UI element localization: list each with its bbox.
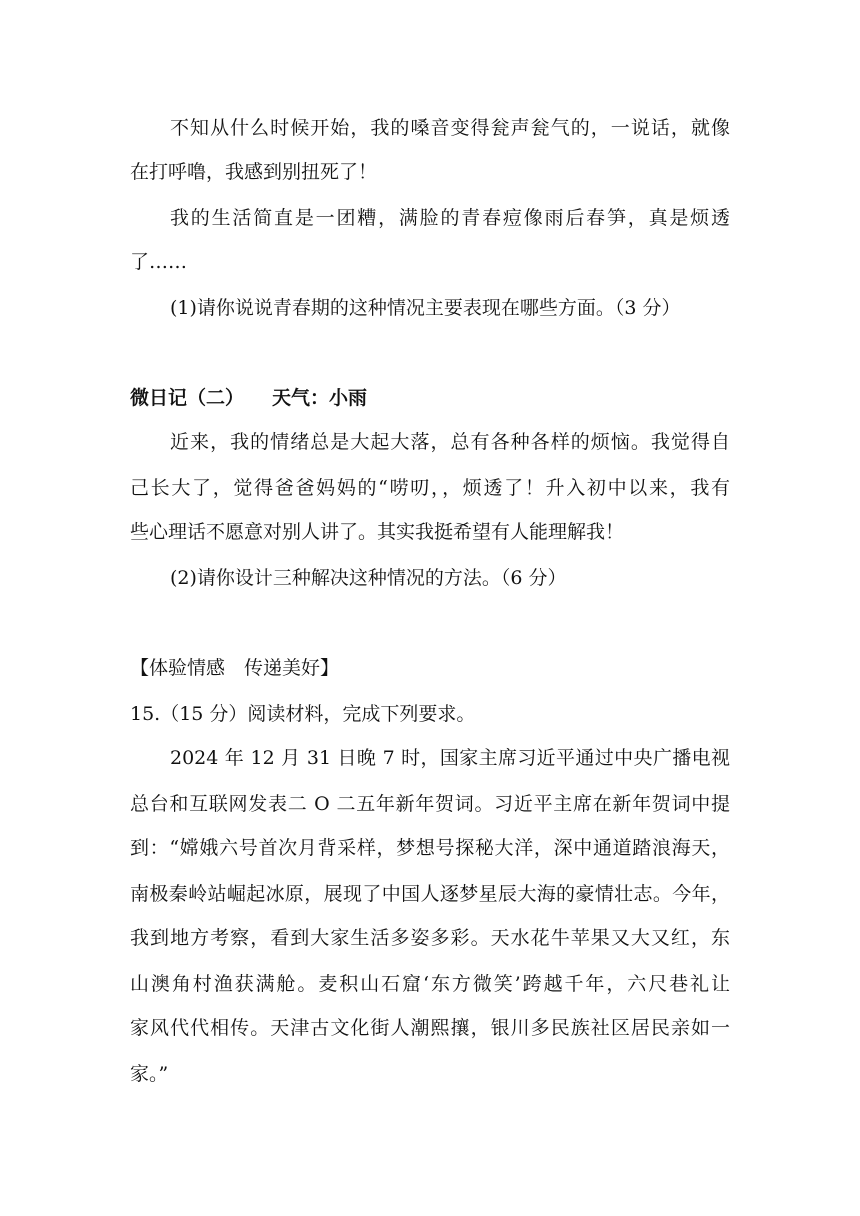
- material-line-5: 我到地方考察，看到大家生活多姿多彩。天水花牛苹果又大又红，东: [130, 927, 730, 949]
- material-line-8: 家。”: [130, 1063, 169, 1085]
- diary2-title: 微日记（二）: [130, 387, 245, 409]
- question-15: 15.（15 分）阅读材料，完成下列要求。: [130, 703, 476, 725]
- diary2-para-line3: 些心理话不愿意对别人讲了。其实我挺希望有人能理解我！: [130, 521, 625, 543]
- material-line-4: 南极秦岭站崛起冰原，展现了中国人逐梦星辰大海的豪情壮志。今年，: [130, 883, 730, 905]
- diary2-weather: 天气：小雨: [272, 387, 368, 409]
- material-line-7: 家风代代相传。天津古文化街人潮熙攘，银川多民族社区居民亲如一: [130, 1017, 730, 1039]
- material-line-1: 2024 年 12 月 31 日晚 7 时，国家主席习近平通过中央广播电视: [170, 747, 730, 769]
- question-2: (2)请你设计三种解决这种情况的方法。（6 分）: [170, 567, 567, 589]
- diary1-para1-line2: 在打呼噜，我感到别扭死了！: [130, 161, 378, 183]
- material-line-3: 到：“嫦娥六号首次月背采样，梦想号探秘大洋，深中通道踏浪海天，: [130, 837, 730, 859]
- diary1-para2-line1: 我的生活简直是一团糟，满脸的青春痘像雨后春笋，真是烦透: [170, 207, 730, 229]
- material-line-6: 山澳角村渔获满舱。麦积山石窟‘东方微笑’跨越千年，六尺巷礼让: [130, 973, 730, 995]
- question-1: (1)请你说说青春期的这种情况主要表现在哪些方面。（3 分）: [170, 297, 681, 319]
- diary1-para1-line1: 不知从什么时候开始，我的嗓音变得瓮声瓮气的，一说话，就像: [170, 117, 730, 139]
- diary1-para2-line2: 了……: [130, 251, 188, 273]
- diary2-para-line2: 己长大了，觉得爸爸妈妈的“唠叨，，烦透了！升入初中以来，我有: [130, 477, 730, 499]
- material-line-2: 总台和互联网发表二 O 二五年新年贺词。习近平主席在新年贺词中提: [130, 793, 730, 815]
- diary2-header: [130, 386, 730, 410]
- diary2-para-line1: 近来，我的情绪总是大起大落，总有各种各样的烦恼。我觉得自: [170, 431, 730, 453]
- section-heading: 【体验情感 传递美好】: [130, 657, 340, 679]
